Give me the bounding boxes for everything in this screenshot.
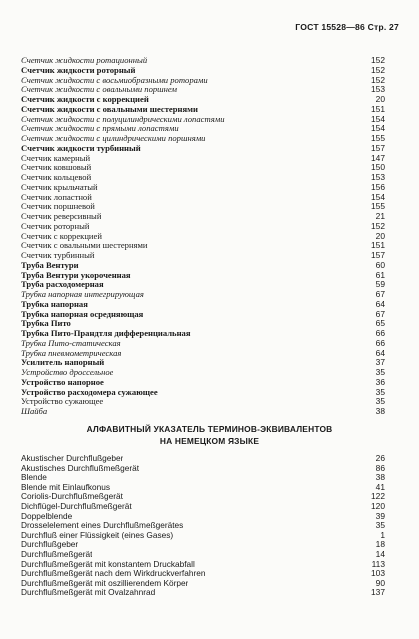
ru-index-row (21, 241, 385, 251)
term-text: Счетчик роторный (21, 221, 90, 231)
ru-index-row (21, 378, 385, 388)
term-text: Счетчик жидкости с восьмиобразными роторами (21, 75, 208, 85)
ru-index-row (21, 271, 385, 281)
term-number: 18 (375, 539, 385, 550)
term-text: Blende (21, 473, 47, 483)
term-number: 67 (375, 289, 385, 299)
term-number: 113 (371, 558, 385, 569)
ru-index-row (21, 183, 385, 193)
de-index-row (21, 473, 385, 483)
term-number: 67 (375, 308, 385, 319)
ru-index-row (21, 349, 385, 359)
term-text: Устройство напорное (21, 377, 104, 387)
term-number: 150 (371, 162, 385, 173)
ru-index-row (21, 397, 385, 407)
term-text: Труба расходомерная (21, 280, 104, 290)
term-text: Drosselelement eines Durchflußmeßgerätes (21, 521, 184, 531)
term-number: 152 (371, 74, 385, 85)
term-text: Счетчик камерный (21, 153, 91, 163)
term-number: 61 (375, 269, 385, 280)
de-index-row (21, 569, 385, 579)
ru-index-row (21, 300, 385, 310)
term-text: Счетчик турбинный (21, 251, 95, 260)
term-number: 90 (375, 577, 385, 588)
term-number: 154 (371, 191, 385, 202)
term-number: 65 (375, 318, 385, 329)
de-index-row (21, 502, 385, 512)
term-text: Трубка напорная осредняющая (21, 309, 144, 319)
ru-index-row (21, 329, 385, 339)
term-text: Трубка Пито-статическая (21, 338, 121, 348)
term-number: 21 (375, 211, 385, 221)
term-text: Счетчик кольцевой (21, 173, 92, 182)
term-text: Счетчик жидкости турбинный (21, 143, 141, 153)
term-number: 36 (375, 376, 385, 387)
term-text: Счетчик жидкости с овальными поршнем (21, 85, 178, 95)
term-number: 151 (371, 240, 385, 251)
term-number: 35 (375, 396, 385, 407)
term-number: 156 (371, 181, 385, 192)
term-number: 37 (375, 357, 385, 368)
german-term-index (21, 454, 385, 598)
term-text: Durchflußmeßgerät mit Ovalzahnrad (21, 588, 156, 598)
term-number: 64 (375, 298, 385, 309)
term-number: 1 (380, 529, 385, 540)
term-text: Трубка напорная интегрирующая (21, 290, 144, 299)
term-text: Счетчик крыльчатый (21, 182, 98, 192)
term-text: Счетчик жидкости роторный (21, 65, 136, 75)
ru-index-row (21, 310, 385, 320)
term-number: 155 (371, 201, 385, 212)
section-title-line-2: НА НЕМЕЦКОМ ЯЗЫКЕ (159, 436, 260, 446)
term-number: 86 (375, 462, 385, 473)
term-number: 39 (375, 510, 385, 521)
de-index-row (21, 531, 385, 541)
term-text: Durchflußgeber (21, 540, 79, 550)
de-index-row (21, 550, 385, 560)
term-number: 147 (371, 152, 385, 163)
ru-index-row (21, 212, 385, 222)
ru-index-row (21, 232, 385, 242)
term-text: Dichflügel-Durchflußmeßgerät (21, 501, 132, 511)
ru-index-row (21, 95, 385, 105)
term-text: Akustischer Durchflußgeber (21, 454, 124, 463)
term-number: 157 (371, 142, 385, 153)
term-text: Durchflußmeßgerät mit oszillierendem Körper (21, 578, 189, 588)
de-index-row (21, 579, 385, 589)
term-text: Шайба (21, 407, 48, 416)
ru-index-row (21, 115, 385, 125)
term-number: 41 (375, 481, 385, 492)
term-text: Счетчик поршневой (21, 202, 95, 212)
term-number: 20 (375, 230, 385, 241)
ru-index-row (21, 251, 385, 261)
term-number: 137 (371, 587, 385, 598)
term-text: Счетчик жидкости с полуцилиндрическими лопастями (21, 114, 225, 124)
term-number: 38 (375, 406, 385, 416)
term-number: 151 (371, 103, 385, 114)
section-title-line-1: АЛФАВИТНЫЙ УКАЗАТЕЛЬ ТЕРМИНОВ-ЭКВИВАЛЕНТОВ (86, 424, 333, 434)
term-text: Труба Вентури укороченная (21, 270, 131, 280)
term-text: Durchflußmeßgerät (21, 549, 93, 559)
ru-index-row (21, 134, 385, 144)
term-text: Трубка пневмометрическая (21, 348, 122, 358)
term-number: 35 (375, 367, 385, 377)
term-text: Труба Вентури (21, 260, 79, 270)
de-index-row (21, 512, 385, 522)
term-text: Doppelblende (21, 511, 73, 521)
ru-index-row (21, 105, 385, 115)
term-text: Трубка напорная (21, 299, 88, 309)
ru-index-row (21, 290, 385, 300)
term-text: Устройство сужающее (21, 397, 104, 407)
term-number: 20 (375, 94, 385, 104)
term-text: Счетчик жидкости с цилиндрическими поршнями (21, 134, 206, 143)
ru-index-row (21, 261, 385, 271)
de-index-row (21, 560, 385, 570)
term-number: 153 (371, 172, 385, 182)
term-number: 120 (371, 500, 385, 511)
term-number: 35 (375, 520, 385, 531)
term-number: 155 (371, 133, 385, 143)
term-text: Akustisches Durchflußmeßgerät (21, 463, 140, 473)
ru-index-row (21, 280, 385, 290)
ru-index-row (21, 173, 385, 183)
term-number: 66 (375, 337, 385, 348)
term-number: 103 (371, 568, 385, 579)
page-header: ГОСТ 15528—86 Стр. 27 (295, 22, 399, 32)
term-text: Устройство расходомера сужающее (21, 387, 158, 397)
term-text: Durchflußmeßgerät mit konstantem Druckabfall (21, 559, 195, 569)
de-index-row (21, 483, 385, 493)
ru-index-row (21, 56, 385, 66)
ru-index-row (21, 85, 385, 95)
term-number: 38 (375, 472, 385, 483)
term-text: Счетчик жидкости с прямыми лопастями (21, 124, 179, 134)
term-number: 152 (371, 55, 385, 65)
term-number: 64 (375, 347, 385, 358)
term-number: 152 (371, 64, 385, 75)
term-number: 60 (375, 259, 385, 270)
term-text: Трубка Пито (21, 319, 71, 329)
term-text: Счетчик жидкости с коррекцией (21, 95, 149, 104)
term-text: Счетчик с овальными шестернями (21, 241, 148, 251)
ru-index-row (21, 319, 385, 329)
ru-index-row (21, 407, 385, 417)
section-title (0, 423, 419, 447)
ru-index-row (21, 66, 385, 76)
term-text: Coriolis-Durchflußmeßgerät (21, 492, 123, 502)
de-index-row (21, 492, 385, 502)
term-number: 59 (375, 279, 385, 290)
term-text: Счетчик с коррекцией (21, 231, 102, 241)
de-index-row (21, 540, 385, 550)
de-index-row (21, 464, 385, 474)
de-index-row (21, 521, 385, 531)
term-text: Blende mit Einlaufkonus (21, 482, 111, 492)
term-text: Трубка Пито-Прандтля дифференциальная (21, 329, 191, 338)
term-number: 157 (371, 250, 385, 260)
ru-index-row (21, 193, 385, 203)
ru-index-row (21, 76, 385, 86)
term-text: Счетчик лопастной (21, 192, 92, 202)
term-number: 35 (375, 386, 385, 397)
term-text: Durchflußmeßgerät nach dem Wirkdruckverfahren (21, 569, 206, 579)
ru-index-row (21, 163, 385, 173)
de-index-row (21, 588, 385, 598)
term-text: Счетчик реверсивный (21, 212, 102, 221)
russian-term-index (21, 56, 385, 417)
term-number: 153 (371, 84, 385, 95)
term-number: 152 (371, 220, 385, 231)
ru-index-row (21, 368, 385, 378)
term-number: 154 (371, 113, 385, 124)
term-number: 14 (375, 548, 385, 559)
ru-index-row (21, 222, 385, 232)
de-index-row (21, 454, 385, 464)
term-text: Устройство дроссельное (21, 368, 114, 377)
term-number: 122 (371, 491, 385, 502)
term-text: Durchfluß einer Flüssigkeit (eines Gases) (21, 530, 174, 540)
term-text: Счетчик ковшовый (21, 163, 92, 173)
term-number: 154 (371, 123, 385, 134)
ru-index-row (21, 124, 385, 134)
term-text: Усилитель напорный (21, 358, 105, 368)
ru-index-row (21, 388, 385, 398)
term-number: 26 (375, 453, 385, 463)
term-text: Счетчик жидкости с овальными шестернями (21, 104, 198, 114)
ru-index-row (21, 202, 385, 212)
term-text: Счетчик жидкости ротационный (21, 56, 148, 65)
term-number: 66 (375, 328, 385, 338)
ru-index-row (21, 339, 385, 349)
ru-index-row (21, 154, 385, 164)
ru-index-row (21, 144, 385, 154)
ru-index-row (21, 358, 385, 368)
